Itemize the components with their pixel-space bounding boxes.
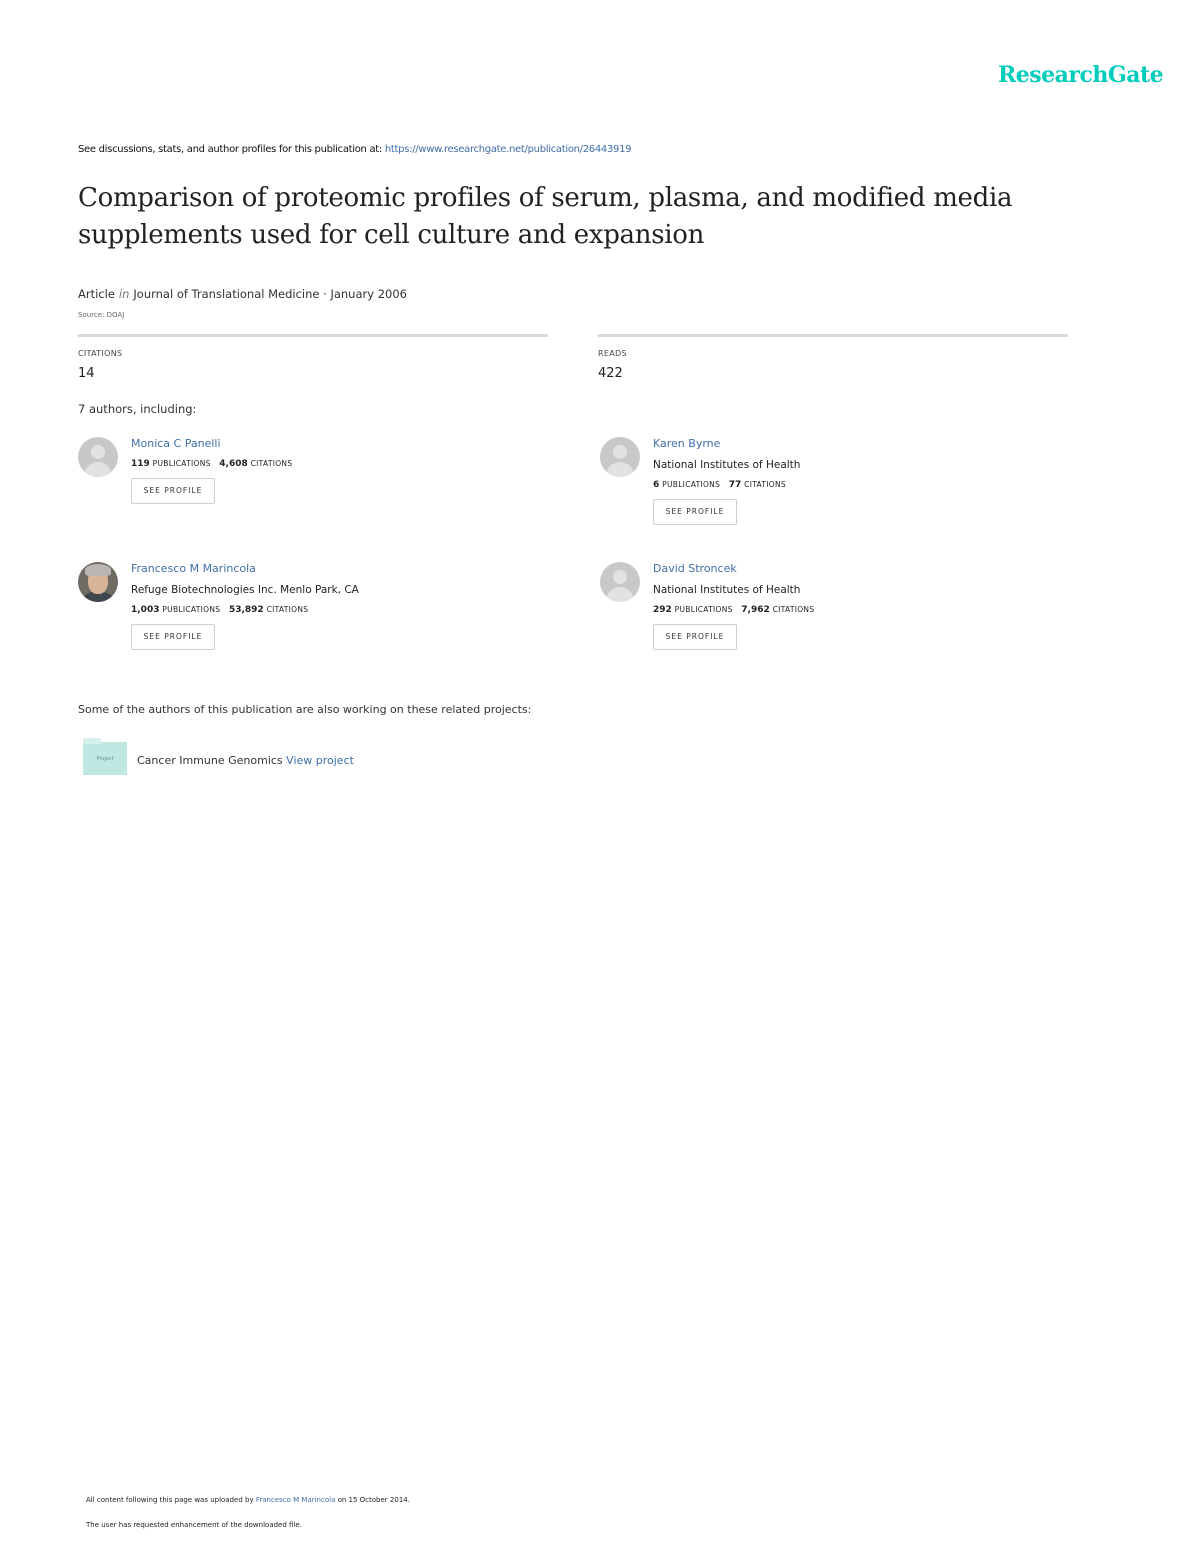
publications-label: PUBLICATIONS	[674, 605, 733, 614]
publications-count: 292	[653, 605, 672, 615]
author-name-link[interactable]: Monica C Panelli	[131, 437, 221, 450]
see-profile-button[interactable]: SEE PROFILE	[131, 478, 215, 504]
publications-count: 119	[131, 459, 150, 469]
see-profile-button[interactable]: SEE PROFILE	[653, 624, 737, 650]
author-counts	[653, 604, 1073, 616]
view-project-link[interactable]: View project	[286, 754, 354, 767]
reads-value: 422	[598, 366, 623, 381]
author-counts	[131, 458, 551, 470]
project-text	[137, 754, 354, 767]
citations-stat	[78, 334, 548, 381]
publications-label: PUBLICATIONS	[152, 459, 211, 468]
publications-count: 1,003	[131, 605, 160, 615]
citations-label: CITATIONS	[266, 605, 309, 614]
citations-value: 14	[78, 366, 95, 381]
citations-label: CITATIONS	[250, 459, 293, 468]
reads-stat	[598, 334, 1068, 381]
citations-count: 53,892	[228, 605, 264, 615]
publications-label: PUBLICATIONS	[162, 605, 221, 614]
author-institution: National Institutes of Health	[653, 584, 801, 596]
avatar-placeholder-icon[interactable]	[600, 562, 640, 602]
author-institution: Refuge Biotechnologies Inc. Menlo Park, CA	[131, 584, 359, 596]
reads-label: READS	[598, 349, 627, 358]
citations-label: CITATIONS	[78, 349, 123, 358]
discussion-line	[78, 144, 631, 155]
publication-source: Source: DOAJ	[78, 311, 125, 319]
upload-prefix: All content following this page was uploaded by	[86, 1496, 254, 1504]
citations-label: CITATIONS	[772, 605, 815, 614]
related-projects-heading: Some of the authors of this publication are also working on these related projects:	[78, 703, 532, 716]
publication-url-link[interactable]: https://www.researchgate.net/publication/26443919	[384, 144, 632, 155]
discussion-prefix: See discussions, stats, and author profiles for this publication at:	[78, 144, 382, 155]
author-institution: National Institutes of Health	[653, 459, 801, 471]
project-name: Cancer Immune Genomics	[137, 754, 283, 767]
author-photo-icon[interactable]	[78, 562, 118, 602]
citations-count: 77	[728, 480, 742, 490]
folder-label: Project	[96, 756, 114, 762]
authors-heading: 7 authors, including:	[78, 402, 197, 416]
publication-meta	[78, 287, 407, 301]
enhancement-note: The user has requested enhancement of the downloaded file.	[86, 1521, 302, 1529]
publications-label: PUBLICATIONS	[662, 480, 721, 489]
author-name-link[interactable]: Karen Byrne	[653, 437, 721, 450]
upload-note	[86, 1496, 410, 1504]
author-name-link[interactable]: David Stroncek	[653, 562, 737, 575]
see-profile-button[interactable]: SEE PROFILE	[653, 499, 737, 525]
author-name-link[interactable]: Francesco M Marincola	[131, 562, 256, 575]
publications-count: 6	[653, 480, 660, 490]
avatar-placeholder-icon[interactable]	[600, 437, 640, 477]
journal-name: Journal of Translational Medicine · January 2006	[133, 287, 407, 301]
citations-label: CITATIONS	[744, 480, 786, 489]
in-label: in	[118, 287, 130, 301]
citations-count: 7,962	[741, 605, 770, 615]
author-counts	[131, 604, 551, 616]
citations-count: 4,608	[219, 459, 248, 469]
publication-type: Article	[78, 287, 115, 301]
uploader-link[interactable]: Francesco M Marincola	[255, 1496, 336, 1504]
see-profile-button[interactable]: SEE PROFILE	[131, 624, 215, 650]
researchgate-logo[interactable]: ResearchGate	[998, 62, 1164, 88]
author-counts	[653, 479, 1073, 491]
avatar-placeholder-icon[interactable]	[78, 437, 118, 477]
publication-title: Comparison of proteomic profiles of serum, plasma, and modified media supplements used for cell culture and expansion	[78, 183, 1013, 250]
upload-suffix: on 15 October 2014.	[337, 1496, 410, 1504]
project-folder-icon	[83, 742, 127, 775]
